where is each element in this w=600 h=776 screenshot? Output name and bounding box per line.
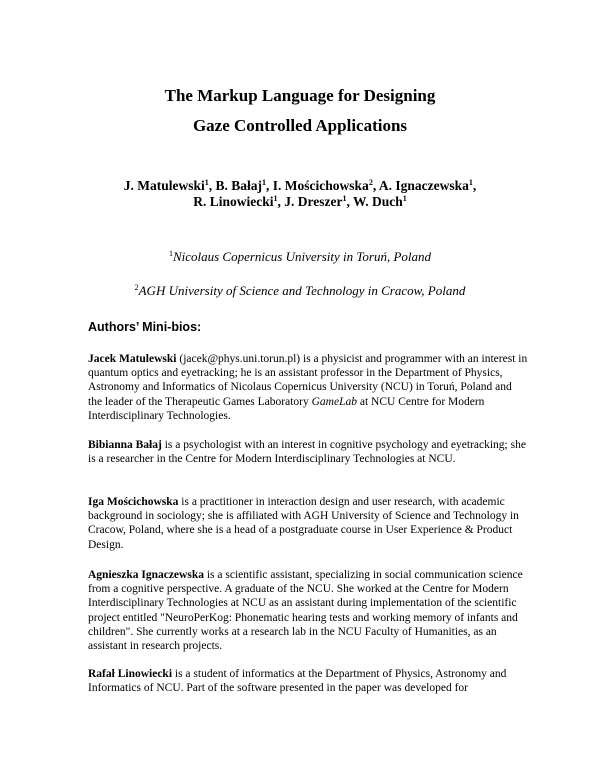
author-affiliation-mark: 1 bbox=[468, 178, 473, 187]
affiliation-2 bbox=[0, 283, 600, 299]
author-separator: , bbox=[266, 178, 273, 193]
affiliation-1 bbox=[0, 249, 600, 265]
author-affiliation-mark: 1 bbox=[402, 194, 407, 203]
author-name: I. Mościchowska bbox=[272, 178, 369, 193]
bio-paragraph-linowiecki bbox=[88, 667, 528, 695]
paper-title-line-1: The Markup Language for Designing bbox=[164, 86, 436, 105]
bio-author-name: Iga Mościchowska bbox=[88, 496, 179, 508]
author-affiliation-mark: 1 bbox=[204, 178, 209, 187]
paper-title-line-2: Gaze Controlled Applications bbox=[192, 116, 408, 135]
bio-text: is a practitioner in interaction design and user research, with academic background in sociology; she is affiliated with AGH University of Science and Technology in Cracow, Poland, where she is a head of a postgraduate course in User Experience & Product Design. bbox=[88, 496, 519, 551]
bio-text: is a scientific assistant, specializing in social communication science from a cognitive perspective. A graduate of the NCU. She worked at the Centre for Modern Interdisciplinary Technologies at NCU as an assistant during implementation of the scientific project entitled "NeuroPerKog: Phonematic hearing tests and working memory of infants and children". She currently works at a research lab in the NCU Faculty of Humanities, as an assistant in research projects. bbox=[88, 569, 523, 653]
author-separator: , bbox=[346, 194, 353, 209]
bio-author-name: Bibianna Bałaj bbox=[88, 439, 162, 451]
author-separator: , bbox=[372, 178, 379, 193]
author-affiliation-mark: 1 bbox=[342, 194, 347, 203]
author-name: J. Dreszer bbox=[284, 194, 343, 209]
author-name: B. Bałaj bbox=[215, 178, 263, 193]
author-separator: , bbox=[208, 178, 216, 193]
bio-author-name: Jacek Matulewski bbox=[88, 353, 177, 365]
author-affiliation-mark: 1 bbox=[273, 194, 278, 203]
bio-author-name: Rafał Linowiecki bbox=[88, 668, 173, 680]
bio-paragraph-balaj bbox=[88, 438, 528, 466]
bio-text: is a psychologist with an interest in cognitive psychology and eyetracking; she is a researcher in the Centre for Modern Interdisciplinary Technologies at NCU. bbox=[88, 439, 526, 466]
author-name: J. Matulewski bbox=[123, 178, 205, 193]
author-list-line-2 bbox=[0, 193, 600, 211]
affiliation-text: Nicolaus Copernicus University in Toruń, Poland bbox=[172, 249, 432, 264]
author-name: A. Ignaczewska bbox=[378, 178, 469, 193]
bio-text: is a student of informatics at the Department of Physics, Astronomy and Informatics of NCU. Part of the software presented in the paper was developed for bbox=[88, 668, 507, 695]
bio-author-name: Agnieszka Ignaczewska bbox=[88, 569, 204, 581]
author-separator: , bbox=[277, 194, 285, 209]
affiliation-text: AGH University of Science and Technology in Cracow, Poland bbox=[138, 283, 466, 298]
bio-paragraph-matulewski bbox=[88, 352, 528, 423]
author-name: W. Duch bbox=[352, 194, 403, 209]
section-heading-mini-bios: Authors’ Mini-bios: bbox=[88, 320, 202, 334]
bio-paragraph-moscichowska bbox=[88, 495, 528, 552]
bio-paragraph-ignaczewska bbox=[88, 568, 528, 653]
affiliation-number: 2 bbox=[134, 283, 139, 292]
bio-text: (jacek@phys.uni.torun.pl) is a physicist and programmer with an interest in quantum optics and eyetracking; he is an assistant professor in the Department of Physics, Astronomy and Informatics of Nicolaus Copernicus University (NCU) in Toruń, Poland and the leader of the Therapeutic Games Laboratory bbox=[88, 353, 528, 408]
bio-text: at NCU Centre for Modern Interdisciplinary Technologies. bbox=[88, 395, 485, 422]
bio-lab-name: GameLab bbox=[311, 395, 357, 408]
author-name: R. Linowiecki bbox=[193, 194, 274, 209]
affiliation-number: 1 bbox=[168, 249, 173, 258]
author-affiliation-mark: 2 bbox=[368, 178, 373, 187]
author-affiliation-mark: 1 bbox=[262, 178, 267, 187]
author-separator: , bbox=[472, 178, 477, 193]
